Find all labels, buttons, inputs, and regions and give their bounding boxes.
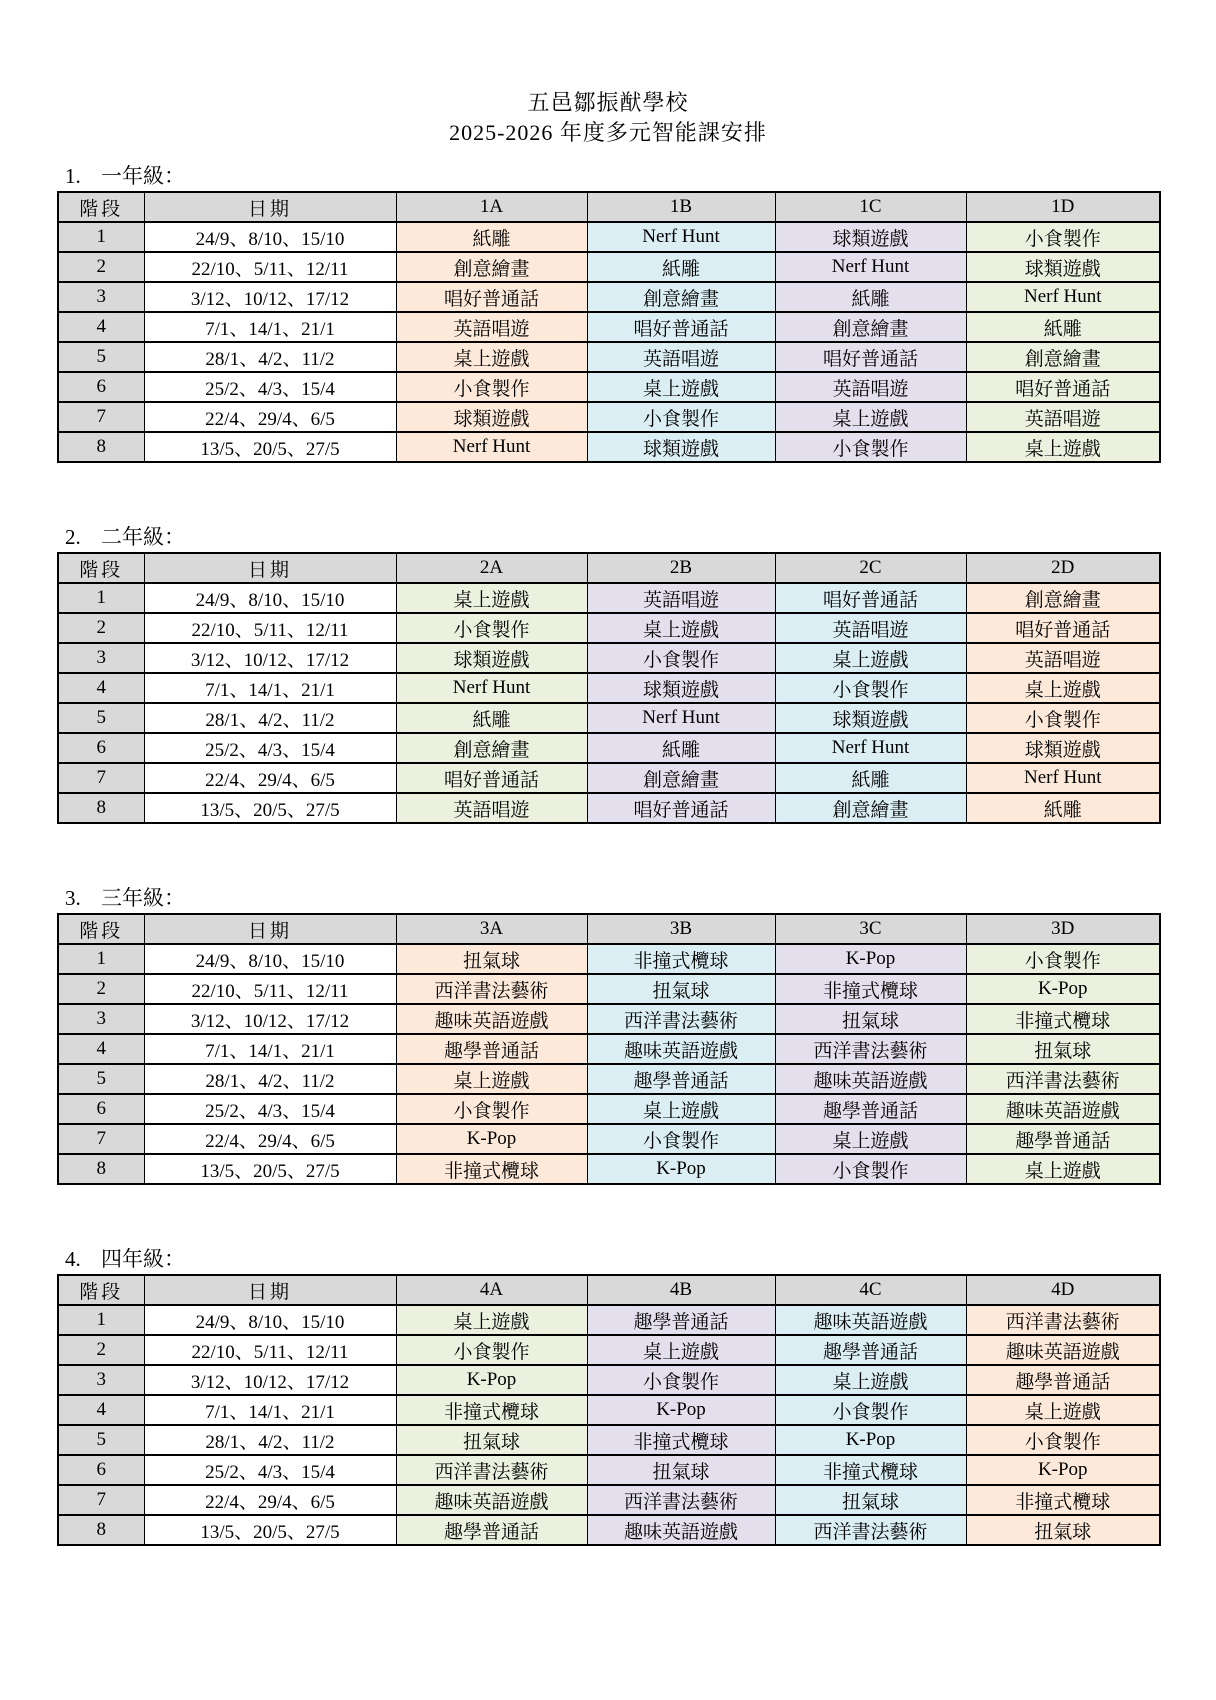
activity-cell-1D-stage-8: 桌上遊戲 <box>966 432 1160 462</box>
grade-2-heading-number: 2. <box>65 525 81 549</box>
stage-cell: 3 <box>58 1004 144 1034</box>
grade-3-heading-label: 三年級： <box>101 886 185 910</box>
activity-cell-3D-stage-5: 西洋書法藝術 <box>966 1064 1160 1094</box>
activity-cell-1A-stage-4: 英語唱遊 <box>396 312 587 342</box>
grade-4-row-5 <box>58 1425 1160 1455</box>
grade-3-row-6 <box>58 1094 1160 1124</box>
stage-cell: 7 <box>58 1485 144 1515</box>
stage-cell: 8 <box>58 793 144 823</box>
activity-cell-4D-stage-1: 西洋書法藝術 <box>966 1305 1160 1335</box>
activity-cell-2B-stage-3: 小食製作 <box>587 643 775 673</box>
activity-cell-1B-stage-7: 小食製作 <box>587 402 775 432</box>
grade-1-section <box>57 162 1159 463</box>
activity-cell-1A-stage-2: 創意繪畫 <box>396 252 587 282</box>
activity-cell-2D-stage-1: 創意繪畫 <box>966 583 1160 613</box>
activity-cell-3A-stage-1: 扭氣球 <box>396 944 587 974</box>
stage-cell: 1 <box>58 1305 144 1335</box>
grade-1-heading <box>65 162 1159 190</box>
activity-cell-3B-stage-3: 西洋書法藝術 <box>587 1004 775 1034</box>
activity-cell-1B-stage-4: 唱好普通話 <box>587 312 775 342</box>
stage-cell: 1 <box>58 583 144 613</box>
activity-cell-4A-stage-2: 小食製作 <box>396 1335 587 1365</box>
class-column-header-4D: 4D <box>966 1275 1160 1305</box>
activity-cell-3B-stage-2: 扭氣球 <box>587 974 775 1004</box>
grade-2-row-6 <box>58 733 1160 763</box>
activity-cell-2A-stage-1: 桌上遊戲 <box>396 583 587 613</box>
class-column-header-1D: 1D <box>966 192 1160 222</box>
activity-cell-1B-stage-5: 英語唱遊 <box>587 342 775 372</box>
activity-cell-2C-stage-8: 創意繪畫 <box>775 793 966 823</box>
activity-cell-4B-stage-8: 趣味英語遊戲 <box>587 1515 775 1545</box>
activity-cell-2C-stage-3: 桌上遊戲 <box>775 643 966 673</box>
activity-cell-2C-stage-6: Nerf Hunt <box>775 733 966 763</box>
grade-2-heading <box>65 523 1159 551</box>
stage-column-header: 階段 <box>58 553 144 583</box>
activity-cell-4D-stage-6: K-Pop <box>966 1455 1160 1485</box>
grade-2-heading-label: 二年級： <box>101 525 185 549</box>
activity-cell-1D-stage-3: Nerf Hunt <box>966 282 1160 312</box>
class-column-header-1B: 1B <box>587 192 775 222</box>
activity-cell-2B-stage-4: 球類遊戲 <box>587 673 775 703</box>
grade-2-row-2 <box>58 613 1160 643</box>
date-cell: 24/9、8/10、15/10 <box>144 944 396 974</box>
activity-cell-1C-stage-7: 桌上遊戲 <box>775 402 966 432</box>
grade-1-row-4 <box>58 312 1160 342</box>
grade-3-heading-number: 3. <box>65 886 81 910</box>
activity-cell-2B-stage-8: 唱好普通話 <box>587 793 775 823</box>
activity-cell-4A-stage-8: 趣學普通話 <box>396 1515 587 1545</box>
date-cell: 7/1、14/1、21/1 <box>144 1034 396 1064</box>
grade-4-row-7 <box>58 1485 1160 1515</box>
date-cell: 22/4、29/4、6/5 <box>144 1124 396 1154</box>
grade-2-row-8 <box>58 793 1160 823</box>
grade-4-row-3 <box>58 1365 1160 1395</box>
stage-cell: 1 <box>58 944 144 974</box>
grade-4-section <box>57 1245 1159 1546</box>
activity-cell-4B-stage-3: 小食製作 <box>587 1365 775 1395</box>
activity-cell-3A-stage-2: 西洋書法藝術 <box>396 974 587 1004</box>
grade-3-row-1 <box>58 944 1160 974</box>
activity-cell-1B-stage-2: 紙雕 <box>587 252 775 282</box>
date-cell: 13/5、20/5、27/5 <box>144 432 396 462</box>
grade-4-schedule-table <box>57 1274 1161 1546</box>
stage-cell: 4 <box>58 312 144 342</box>
date-cell: 7/1、14/1、21/1 <box>144 312 396 342</box>
activity-cell-3B-stage-7: 小食製作 <box>587 1124 775 1154</box>
date-cell: 24/9、8/10、15/10 <box>144 222 396 252</box>
date-cell: 22/10、5/11、12/11 <box>144 974 396 1004</box>
activity-cell-1B-stage-3: 創意繪畫 <box>587 282 775 312</box>
activity-cell-2C-stage-2: 英語唱遊 <box>775 613 966 643</box>
stage-cell: 2 <box>58 252 144 282</box>
date-column-header: 日期 <box>144 914 396 944</box>
activity-cell-2D-stage-4: 桌上遊戲 <box>966 673 1160 703</box>
grade-1-row-2 <box>58 252 1160 282</box>
stage-cell: 5 <box>58 342 144 372</box>
activity-cell-4B-stage-5: 非撞式欖球 <box>587 1425 775 1455</box>
date-cell: 28/1、4/2、11/2 <box>144 703 396 733</box>
stage-cell: 7 <box>58 763 144 793</box>
grade-3-section <box>57 884 1159 1185</box>
activity-cell-3D-stage-2: K-Pop <box>966 974 1160 1004</box>
grade-3-row-2 <box>58 974 1160 1004</box>
activity-cell-3A-stage-4: 趣學普通話 <box>396 1034 587 1064</box>
grade-2-row-7 <box>58 763 1160 793</box>
grade-2-row-4 <box>58 673 1160 703</box>
activity-cell-3A-stage-5: 桌上遊戲 <box>396 1064 587 1094</box>
activity-cell-3C-stage-2: 非撞式欖球 <box>775 974 966 1004</box>
grade-3-row-8 <box>58 1154 1160 1184</box>
activity-cell-3B-stage-6: 桌上遊戲 <box>587 1094 775 1124</box>
stage-cell: 4 <box>58 1034 144 1064</box>
grade-1-row-6 <box>58 372 1160 402</box>
activity-cell-4A-stage-4: 非撞式欖球 <box>396 1395 587 1425</box>
activity-cell-4C-stage-3: 桌上遊戲 <box>775 1365 966 1395</box>
activity-cell-4D-stage-8: 扭氣球 <box>966 1515 1160 1545</box>
class-column-header-4A: 4A <box>396 1275 587 1305</box>
activity-cell-2A-stage-2: 小食製作 <box>396 613 587 643</box>
grade-4-heading-number: 4. <box>65 1247 81 1271</box>
date-cell: 28/1、4/2、11/2 <box>144 1064 396 1094</box>
stage-cell: 5 <box>58 1425 144 1455</box>
activity-cell-2B-stage-6: 紙雕 <box>587 733 775 763</box>
activity-cell-4C-stage-1: 趣味英語遊戲 <box>775 1305 966 1335</box>
activity-cell-4A-stage-5: 扭氣球 <box>396 1425 587 1455</box>
date-cell: 28/1、4/2、11/2 <box>144 342 396 372</box>
activity-cell-3C-stage-3: 扭氣球 <box>775 1004 966 1034</box>
grade-1-heading-number: 1. <box>65 164 81 188</box>
activity-cell-2D-stage-2: 唱好普通話 <box>966 613 1160 643</box>
class-column-header-3B: 3B <box>587 914 775 944</box>
activity-cell-3A-stage-6: 小食製作 <box>396 1094 587 1124</box>
activity-cell-2C-stage-1: 唱好普通話 <box>775 583 966 613</box>
activity-cell-1A-stage-7: 球類遊戲 <box>396 402 587 432</box>
class-column-header-3D: 3D <box>966 914 1160 944</box>
page-title: 2025-2026 年度多元智能課安排 <box>449 120 767 145</box>
activity-cell-4D-stage-3: 趣學普通話 <box>966 1365 1160 1395</box>
stage-cell: 6 <box>58 1455 144 1485</box>
activity-cell-2B-stage-7: 創意繪畫 <box>587 763 775 793</box>
class-column-header-4C: 4C <box>775 1275 966 1305</box>
activity-cell-2A-stage-4: Nerf Hunt <box>396 673 587 703</box>
activity-cell-2B-stage-5: Nerf Hunt <box>587 703 775 733</box>
grade-1-heading-label: 一年級： <box>101 164 185 188</box>
activity-cell-4D-stage-5: 小食製作 <box>966 1425 1160 1455</box>
activity-cell-4B-stage-7: 西洋書法藝術 <box>587 1485 775 1515</box>
stage-cell: 3 <box>58 1365 144 1395</box>
date-cell: 25/2、4/3、15/4 <box>144 733 396 763</box>
activity-cell-4C-stage-2: 趣學普通話 <box>775 1335 966 1365</box>
activity-cell-1A-stage-8: Nerf Hunt <box>396 432 587 462</box>
date-cell: 13/5、20/5、27/5 <box>144 1515 396 1545</box>
activity-cell-3D-stage-4: 扭氣球 <box>966 1034 1160 1064</box>
activity-cell-4C-stage-4: 小食製作 <box>775 1395 966 1425</box>
stage-cell: 6 <box>58 372 144 402</box>
activity-cell-2A-stage-7: 唱好普通話 <box>396 763 587 793</box>
activity-cell-4A-stage-7: 趣味英語遊戲 <box>396 1485 587 1515</box>
grade-4-heading-label: 四年級： <box>101 1247 185 1271</box>
activity-cell-1A-stage-6: 小食製作 <box>396 372 587 402</box>
date-cell: 22/4、29/4、6/5 <box>144 763 396 793</box>
activity-cell-4A-stage-3: K-Pop <box>396 1365 587 1395</box>
activity-cell-4D-stage-4: 桌上遊戲 <box>966 1395 1160 1425</box>
activity-cell-3D-stage-7: 趣學普通話 <box>966 1124 1160 1154</box>
activity-cell-2B-stage-1: 英語唱遊 <box>587 583 775 613</box>
date-cell: 13/5、20/5、27/5 <box>144 1154 396 1184</box>
grade-4-row-1 <box>58 1305 1160 1335</box>
grade-1-row-5 <box>58 342 1160 372</box>
activity-cell-2D-stage-5: 小食製作 <box>966 703 1160 733</box>
grade-3-row-5 <box>58 1064 1160 1094</box>
activity-cell-4B-stage-4: K-Pop <box>587 1395 775 1425</box>
stage-cell: 3 <box>58 282 144 312</box>
grade-4-header-row <box>58 1275 1160 1305</box>
activity-cell-1B-stage-1: Nerf Hunt <box>587 222 775 252</box>
activity-cell-3D-stage-3: 非撞式欖球 <box>966 1004 1160 1034</box>
grade-4-row-6 <box>58 1455 1160 1485</box>
stage-cell: 2 <box>58 1335 144 1365</box>
activity-cell-4A-stage-1: 桌上遊戲 <box>396 1305 587 1335</box>
grade-2-row-3 <box>58 643 1160 673</box>
activity-cell-3C-stage-5: 趣味英語遊戲 <box>775 1064 966 1094</box>
grade-4-heading <box>65 1245 1159 1273</box>
grade-1-row-8 <box>58 432 1160 462</box>
activity-cell-1D-stage-7: 英語唱遊 <box>966 402 1160 432</box>
grade-3-heading <box>65 884 1159 912</box>
activity-cell-4C-stage-6: 非撞式欖球 <box>775 1455 966 1485</box>
activity-cell-3C-stage-1: K-Pop <box>775 944 966 974</box>
activity-cell-1C-stage-5: 唱好普通話 <box>775 342 966 372</box>
activity-cell-1B-stage-8: 球類遊戲 <box>587 432 775 462</box>
school-name: 五邑鄒振猷學校 <box>527 90 689 115</box>
activity-cell-3C-stage-7: 桌上遊戲 <box>775 1124 966 1154</box>
stage-cell: 6 <box>58 733 144 763</box>
date-cell: 25/2、4/3、15/4 <box>144 1455 396 1485</box>
activity-cell-3B-stage-4: 趣味英語遊戲 <box>587 1034 775 1064</box>
activity-cell-3A-stage-3: 趣味英語遊戲 <box>396 1004 587 1034</box>
date-cell: 3/12、10/12、17/12 <box>144 1004 396 1034</box>
date-cell: 25/2、4/3、15/4 <box>144 372 396 402</box>
grade-4-row-8 <box>58 1515 1160 1545</box>
activity-cell-4D-stage-2: 趣味英語遊戲 <box>966 1335 1160 1365</box>
date-cell: 25/2、4/3、15/4 <box>144 1094 396 1124</box>
date-cell: 22/10、5/11、12/11 <box>144 252 396 282</box>
date-cell: 3/12、10/12、17/12 <box>144 643 396 673</box>
activity-cell-3D-stage-1: 小食製作 <box>966 944 1160 974</box>
stage-column-header: 階段 <box>58 914 144 944</box>
activity-cell-2C-stage-5: 球類遊戲 <box>775 703 966 733</box>
stage-cell: 5 <box>58 1064 144 1094</box>
date-cell: 3/12、10/12、17/12 <box>144 1365 396 1395</box>
class-column-header-2B: 2B <box>587 553 775 583</box>
activity-cell-2A-stage-8: 英語唱遊 <box>396 793 587 823</box>
activity-cell-4B-stage-2: 桌上遊戲 <box>587 1335 775 1365</box>
grade-1-header-row <box>58 192 1160 222</box>
grade-3-row-7 <box>58 1124 1160 1154</box>
activity-cell-1A-stage-1: 紙雕 <box>396 222 587 252</box>
date-cell: 24/9、8/10、15/10 <box>144 583 396 613</box>
activity-cell-4D-stage-7: 非撞式欖球 <box>966 1485 1160 1515</box>
class-column-header-2D: 2D <box>966 553 1160 583</box>
activity-cell-1D-stage-6: 唱好普通話 <box>966 372 1160 402</box>
activity-cell-1C-stage-6: 英語唱遊 <box>775 372 966 402</box>
activity-cell-1D-stage-1: 小食製作 <box>966 222 1160 252</box>
activity-cell-1A-stage-5: 桌上遊戲 <box>396 342 587 372</box>
date-cell: 22/4、29/4、6/5 <box>144 1485 396 1515</box>
stage-cell: 1 <box>58 222 144 252</box>
document-titles <box>0 0 1216 148</box>
activity-cell-2A-stage-3: 球類遊戲 <box>396 643 587 673</box>
activity-cell-3C-stage-4: 西洋書法藝術 <box>775 1034 966 1064</box>
date-cell: 22/10、5/11、12/11 <box>144 613 396 643</box>
activity-cell-4B-stage-1: 趣學普通話 <box>587 1305 775 1335</box>
activity-cell-2D-stage-3: 英語唱遊 <box>966 643 1160 673</box>
date-cell: 3/12、10/12、17/12 <box>144 282 396 312</box>
date-cell: 22/4、29/4、6/5 <box>144 402 396 432</box>
date-cell: 7/1、14/1、21/1 <box>144 673 396 703</box>
stage-cell: 6 <box>58 1094 144 1124</box>
grade-1-row-1 <box>58 222 1160 252</box>
grade-2-row-1 <box>58 583 1160 613</box>
grade-3-row-4 <box>58 1034 1160 1064</box>
activity-cell-4B-stage-6: 扭氣球 <box>587 1455 775 1485</box>
activity-cell-1C-stage-1: 球類遊戲 <box>775 222 966 252</box>
activity-cell-3B-stage-8: K-Pop <box>587 1154 775 1184</box>
stage-column-header: 階段 <box>58 192 144 222</box>
activity-cell-3A-stage-7: K-Pop <box>396 1124 587 1154</box>
activity-cell-2C-stage-7: 紙雕 <box>775 763 966 793</box>
activity-cell-3B-stage-5: 趣學普通話 <box>587 1064 775 1094</box>
activity-cell-1A-stage-3: 唱好普通話 <box>396 282 587 312</box>
activity-cell-4A-stage-6: 西洋書法藝術 <box>396 1455 587 1485</box>
stage-cell: 4 <box>58 673 144 703</box>
stage-cell: 3 <box>58 643 144 673</box>
stage-cell: 5 <box>58 703 144 733</box>
stage-cell: 8 <box>58 432 144 462</box>
activity-cell-1B-stage-6: 桌上遊戲 <box>587 372 775 402</box>
activity-cell-3C-stage-8: 小食製作 <box>775 1154 966 1184</box>
grade-2-row-5 <box>58 703 1160 733</box>
activity-cell-2B-stage-2: 桌上遊戲 <box>587 613 775 643</box>
grade-2-schedule-table <box>57 552 1161 824</box>
activity-cell-1C-stage-2: Nerf Hunt <box>775 252 966 282</box>
activity-cell-2D-stage-8: 紙雕 <box>966 793 1160 823</box>
grade-4-row-4 <box>58 1395 1160 1425</box>
activity-cell-3C-stage-6: 趣學普通話 <box>775 1094 966 1124</box>
activity-cell-1C-stage-4: 創意繪畫 <box>775 312 966 342</box>
class-column-header-4B: 4B <box>587 1275 775 1305</box>
date-column-header: 日期 <box>144 553 396 583</box>
activity-cell-2C-stage-4: 小食製作 <box>775 673 966 703</box>
activity-cell-1C-stage-8: 小食製作 <box>775 432 966 462</box>
activity-cell-2D-stage-7: Nerf Hunt <box>966 763 1160 793</box>
activity-cell-4C-stage-5: K-Pop <box>775 1425 966 1455</box>
class-column-header-1C: 1C <box>775 192 966 222</box>
grade-1-row-3 <box>58 282 1160 312</box>
activity-cell-3A-stage-8: 非撞式欖球 <box>396 1154 587 1184</box>
stage-cell: 7 <box>58 1124 144 1154</box>
grade-3-schedule-table <box>57 913 1161 1185</box>
date-cell: 22/10、5/11、12/11 <box>144 1335 396 1365</box>
stage-cell: 8 <box>58 1154 144 1184</box>
activity-cell-2A-stage-5: 紙雕 <box>396 703 587 733</box>
schedule-sections <box>0 162 1216 1546</box>
date-column-header: 日期 <box>144 192 396 222</box>
date-column-header: 日期 <box>144 1275 396 1305</box>
date-cell: 28/1、4/2、11/2 <box>144 1425 396 1455</box>
activity-cell-1C-stage-3: 紙雕 <box>775 282 966 312</box>
stage-cell: 2 <box>58 613 144 643</box>
activity-cell-4C-stage-8: 西洋書法藝術 <box>775 1515 966 1545</box>
grade-3-row-3 <box>58 1004 1160 1034</box>
activity-cell-3B-stage-1: 非撞式欖球 <box>587 944 775 974</box>
class-column-header-3A: 3A <box>396 914 587 944</box>
stage-cell: 7 <box>58 402 144 432</box>
stage-cell: 2 <box>58 974 144 1004</box>
activity-cell-2D-stage-6: 球類遊戲 <box>966 733 1160 763</box>
grade-4-row-2 <box>58 1335 1160 1365</box>
date-cell: 24/9、8/10、15/10 <box>144 1305 396 1335</box>
grade-3-header-row <box>58 914 1160 944</box>
activity-cell-4C-stage-7: 扭氣球 <box>775 1485 966 1515</box>
class-column-header-3C: 3C <box>775 914 966 944</box>
activity-cell-3D-stage-8: 桌上遊戲 <box>966 1154 1160 1184</box>
activity-cell-1D-stage-2: 球類遊戲 <box>966 252 1160 282</box>
stage-cell: 8 <box>58 1515 144 1545</box>
grade-1-row-7 <box>58 402 1160 432</box>
class-column-header-1A: 1A <box>396 192 587 222</box>
date-cell: 13/5、20/5、27/5 <box>144 793 396 823</box>
stage-cell: 4 <box>58 1395 144 1425</box>
date-cell: 7/1、14/1、21/1 <box>144 1395 396 1425</box>
activity-cell-1D-stage-5: 創意繪畫 <box>966 342 1160 372</box>
activity-cell-2A-stage-6: 創意繪畫 <box>396 733 587 763</box>
activity-cell-3D-stage-6: 趣味英語遊戲 <box>966 1094 1160 1124</box>
activity-cell-1D-stage-4: 紙雕 <box>966 312 1160 342</box>
grade-1-schedule-table <box>57 191 1161 463</box>
grade-2-header-row <box>58 553 1160 583</box>
stage-column-header: 階段 <box>58 1275 144 1305</box>
grade-2-section <box>57 523 1159 824</box>
class-column-header-2A: 2A <box>396 553 587 583</box>
class-column-header-2C: 2C <box>775 553 966 583</box>
